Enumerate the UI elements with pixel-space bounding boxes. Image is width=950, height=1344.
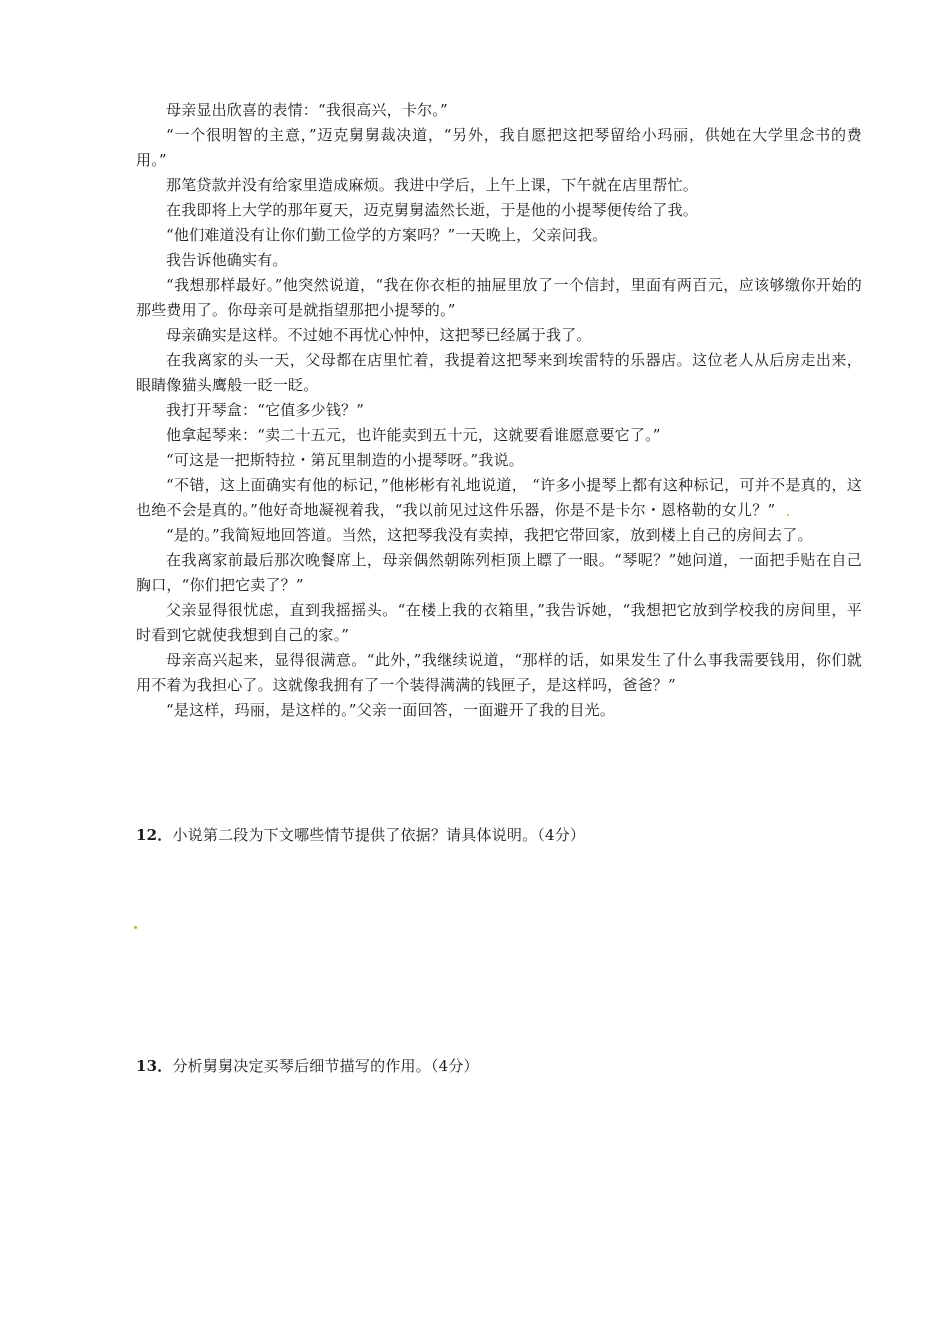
paragraph: 他拿起琴来：“卖二十五元，也许能卖到五十元，这就要看谁愿意要它了。”: [166, 426, 661, 444]
paragraph: “可这是一把斯特拉・第瓦里制造的小提琴呀。”我说。: [166, 451, 524, 469]
question-text: 分析舅舅决定买琴后细节描写的作用。（4分）: [172, 1057, 479, 1075]
paragraph: 在我离家的头一天，父母都在店里忙着，我提着这把琴来到埃雷特的乐器店。这位老人从后房走出来，眼睛像猫头鹰般一眨一眨。: [136, 351, 862, 394]
paragraph: 父亲显得很忧虑，直到我摇摇头。“在楼上我的衣箱里，”我告诉她，“我想把它放到学校我的房间里，平时看到它就使我想到自己的家。”: [136, 601, 862, 644]
paragraph: 母亲确实是这样。不过她不再忧心忡忡，这把琴已经属于我了。: [166, 326, 592, 344]
paragraph: 那笔贷款并没有给家里造成麻烦。我进中学后，上午上课，下午就在店里帮忙。: [166, 176, 699, 194]
question-text: 小说第二段为下文哪些情节提供了依据？请具体说明。（4分）: [172, 826, 586, 844]
paragraph: “是这样，玛丽，是这样的。”父亲一面回答，一面避开了我的目光。: [166, 701, 616, 719]
paragraph: 我告诉他确实有。: [166, 251, 288, 269]
paragraph: 母亲高兴起来，显得很满意。“此外，”我继续说道，“那样的话，如果发生了什么事我需要钱用，你们就用不着为我担心了。这就像我拥有了一个装得满满的钱匣子，是这样吗，爸爸？”: [136, 651, 862, 694]
question-12: [136, 823, 862, 848]
question-13: [136, 1054, 862, 1079]
stray-mark: [134, 926, 137, 929]
paragraph: 我打开琴盒：“它值多少钱？”: [166, 401, 365, 419]
paragraph: “我想那样最好。”他突然说道，“我在你衣柜的抽屉里放了一个信封，里面有两百元，应该够缴你开始的那些费用了。你母亲可是就指望那把小提琴的。”: [136, 276, 862, 319]
paragraph: “不错，这上面确实有他的标记，”他彬彬有礼地说道， “许多小提琴上都有这种标记，可并不是真的，这也绝不会是真的。”他好奇地凝视着我，“我以前见过这件乐器，你是不是卡尔・恩格勒的女儿？”: [136, 476, 862, 519]
question-number: 12．: [136, 826, 173, 844]
paragraph: 在我离家前最后那次晚餐席上，母亲偶然朝陈列柜顶上瞟了一眼。“琴呢？”她问道，一面把手贴在自己胸口，“你们把它卖了？”: [136, 551, 862, 594]
paragraph: 母亲显出欣喜的表情：“我很高兴，卡尔。”: [166, 101, 448, 119]
paragraph: “是的。”我简短地回答道。当然，这把琴我没有卖掉，我把它带回家，放到楼上自己的房间去了。: [166, 526, 813, 544]
paragraph: “他们难道没有让你们勤工俭学的方案吗？”一天晚上，父亲问我。: [166, 226, 608, 244]
question-number: 13．: [136, 1057, 173, 1075]
paragraph: “一个很明智的主意，”迈克舅舅裁决道，“另外，我自愿把这把琴留给小玛丽，供她在大学里念书的费用。”: [136, 126, 862, 169]
stray-mark: [787, 514, 789, 516]
paragraph: 在我即将上大学的那年夏天，迈克舅舅溘然长逝，于是他的小提琴便传给了我。: [166, 201, 699, 219]
story-passage: [136, 98, 862, 723]
